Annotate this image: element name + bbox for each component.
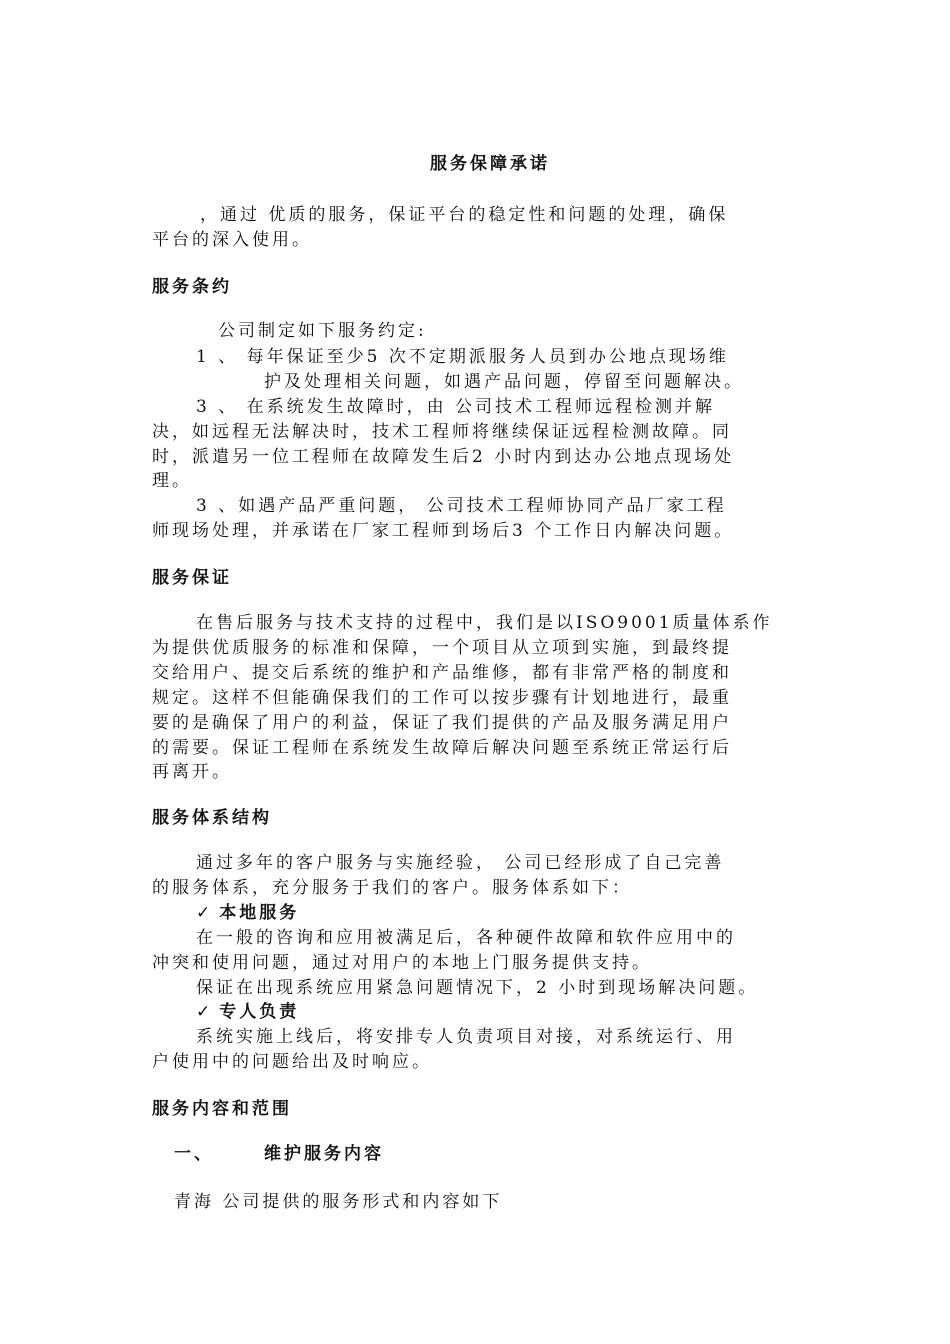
terms-line: 师现场处理，并承诺在厂家工程师到场后3 个工作日内解决问题。 <box>152 521 735 541</box>
structure-line: 通过多年的客户服务与实施经验， 公司已经形成了自己完善 <box>196 853 725 873</box>
terms-line: 理。 <box>152 471 192 491</box>
checkmark-icon: ✓ <box>196 1002 214 1022</box>
dedicated-person-line: 户使用中的问题给出及时响应。 <box>152 1052 432 1072</box>
local-service-line: 冲突和使用问题，通过对用户的本地上门服务提供支持。 <box>152 953 652 973</box>
section-heading-structure: 服务体系结构 <box>152 808 272 828</box>
terms-line: 3 、如遇产品严重问题， 公司技术工程师协同产品厂家工程 <box>196 496 727 516</box>
dedicated-person-title: 专人负责 <box>219 1002 300 1022</box>
guarantee-line: 的需要。保证工程师在系统发生故障后解决问题至系统正常运行后 <box>152 738 732 758</box>
document-title: 服务保障承诺 <box>430 154 550 174</box>
dedicated-person-line: 系统实施上线后，将安排专人负责项目对接，对系统运行、用 <box>196 1027 736 1047</box>
checkmark-icon: ✓ <box>196 903 214 923</box>
local-service-line: 保证在出现系统应用紧急问题情况下，2 小时到现场解决问题。 <box>196 978 759 998</box>
scope-intro-line: 青海 公司提供的服务形式和内容如下 <box>174 1192 503 1212</box>
intro-line-1: ，通过 优质的服务，保证平台的稳定性和问题的处理，确保 <box>200 205 729 225</box>
guarantee-line: 交给用户、提交后系统的维护和产品维修，都有非常严格的制度和 <box>152 663 732 683</box>
terms-line: 1 、 每年保证至少5 次不定期派服务人员到办公地点现场维 <box>196 347 729 367</box>
section-heading-scope: 服务内容和范围 <box>152 1099 292 1119</box>
guarantee-line: 要的是确保了用户的利益，保证了我们提供的产品及服务满足用户 <box>152 713 732 733</box>
terms-line: 3 、 在系统发生故障时，由 公司技术工程师远程检测并解 <box>196 397 716 417</box>
local-service-line: 在一般的咨询和应用被满足后，各种硬件故障和软件应用中的 <box>196 928 736 948</box>
terms-line: 决，如远程无法解决时，技术工程师将继续保证远程检测故障。同 <box>152 422 732 442</box>
guarantee-line: 再离开。 <box>152 762 232 782</box>
intro-line-2: 平台的深入使用。 <box>152 230 312 250</box>
structure-line: 的服务体系，充分服务于我们的客户。服务体系如下： <box>152 878 632 898</box>
section-heading-terms: 服务条约 <box>152 277 232 297</box>
section-heading-guarantee: 服务保证 <box>152 568 232 588</box>
terms-line: 时，派遣另一位工程师在故障发生后2 小时内到达办公地点现场处 <box>152 447 735 467</box>
guarantee-line: 在售后服务与技术支持的过程中，我们是以ISO9001质量体系作 <box>196 613 773 633</box>
local-service-heading <box>196 901 299 925</box>
local-service-title: 本地服务 <box>219 903 300 923</box>
subsection-number: 一、 <box>174 1144 214 1164</box>
terms-line: 公司制定如下服务约定: <box>218 321 427 341</box>
terms-line: 护及处理相关问题，如遇产品问题，停留至问题解决。 <box>264 372 744 392</box>
guarantee-line: 为提供优质服务的标准和保障，一个项目从立项到实施，到最终提 <box>152 638 732 658</box>
guarantee-line: 规定。这样不但能确保我们的工作可以按步骤有计划地进行，最重 <box>152 688 732 708</box>
subsection-title: 维护服务内容 <box>264 1144 384 1164</box>
dedicated-person-heading <box>196 1000 299 1024</box>
